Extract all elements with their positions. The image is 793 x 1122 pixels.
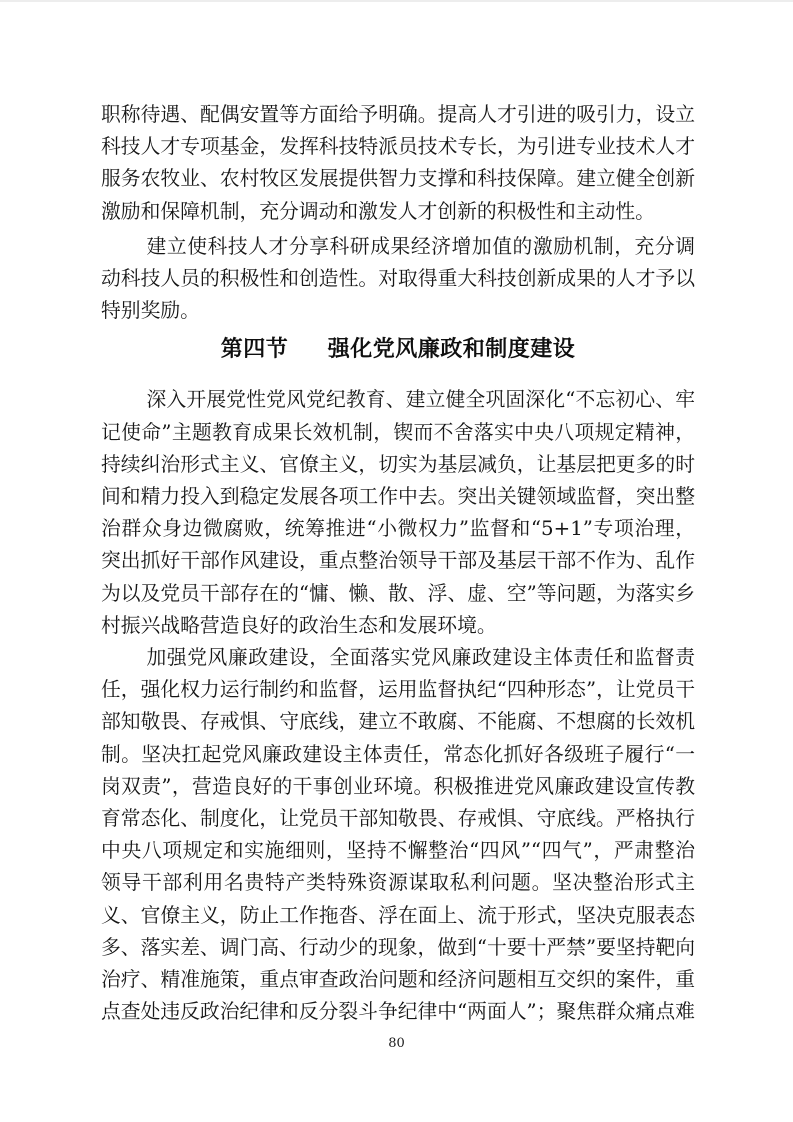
paragraph-party-education: 深入开展党性党风党纪教育、建立健全巩固深化“不忘初心、牢记使命”主题教育成果长效机制，锲而不舍落实中央八项规定精神，持续纠治形式主义、官僚主义，切实为基层减负，让基层把更多的时间和精力投入到稳定发展各项工作中去。突出关键领域监督，突出整治群众身边微腐败，统筹推进“小微权力”监督和“5+1”专项治理，突出抓好干部作风建设，重点整治领导干部及基层干部不作为、乱作为以及党员干部存在的“慵、懒、散、浮、虚、空”等问题，为落实乡村振兴战略营造良好的政治生态和发展环境。 xyxy=(101,388,695,637)
paragraph-continuation: 职称待遇、配偶安置等方面给予明确。提高人才引进的吸引力，设立科技人才专项基金，发挥科技特派员技术专长，为引进专业技术人才服务农牧业、农村牧区发展提供智力支撑和科技保障。建立健全创新激励和保障机制，充分调动和激发人才创新的积极性和主动性。 xyxy=(101,103,695,223)
section-heading-title: 强化党风廉政和制度建设 xyxy=(327,337,576,363)
page-body xyxy=(101,99,695,1028)
paragraph-clean-governance: 加强党风廉政建设，全面落实党风廉政建设主体责任和监督责任，强化权力运行制约和监督，运用监督执纪“四种形态”，让党员干部知敬畏、存戒惧、守底线，建立不敢腐、不能腐、不想腐的长效机制。坚决扛起党风廉政建设主体责任，常态化抓好各级班子履行“一岗双责”，营造良好的干事创业环境。积极推进党风廉政建设宣传教育常态化、制度化，让党员干部知敬畏、存戒惧、守底线。严格执行中央八项规定和实施细则，坚持不懈整治“四风”“四气”，严肃整治领导干部利用名贵特产类特殊资源谋取私利问题。坚决整治形式主义、官僚主义，防止工作拖沓、浮在面上、流于形式，坚决克服表态多、落实差、调门高、行动少的现象，做到“十要十严禁”要坚持靶向治疗、精准施策，重点审查政治问题和经济问题相互交织的案件，重点查处违反政治纪律和反分裂斗争纪律中“两面人”；聚焦群众痛点难 xyxy=(101,646,695,1024)
section-heading-number: 第四节 xyxy=(220,337,289,363)
paragraph-incentive: 建立使科技人才分享科研成果经济增加值的激励机制，充分调动科技人员的积极性和创造性。对取得重大科技创新成果的人才予以特别奖励。 xyxy=(101,234,695,323)
page-number: 80 xyxy=(388,1036,405,1051)
section-heading xyxy=(101,331,695,369)
